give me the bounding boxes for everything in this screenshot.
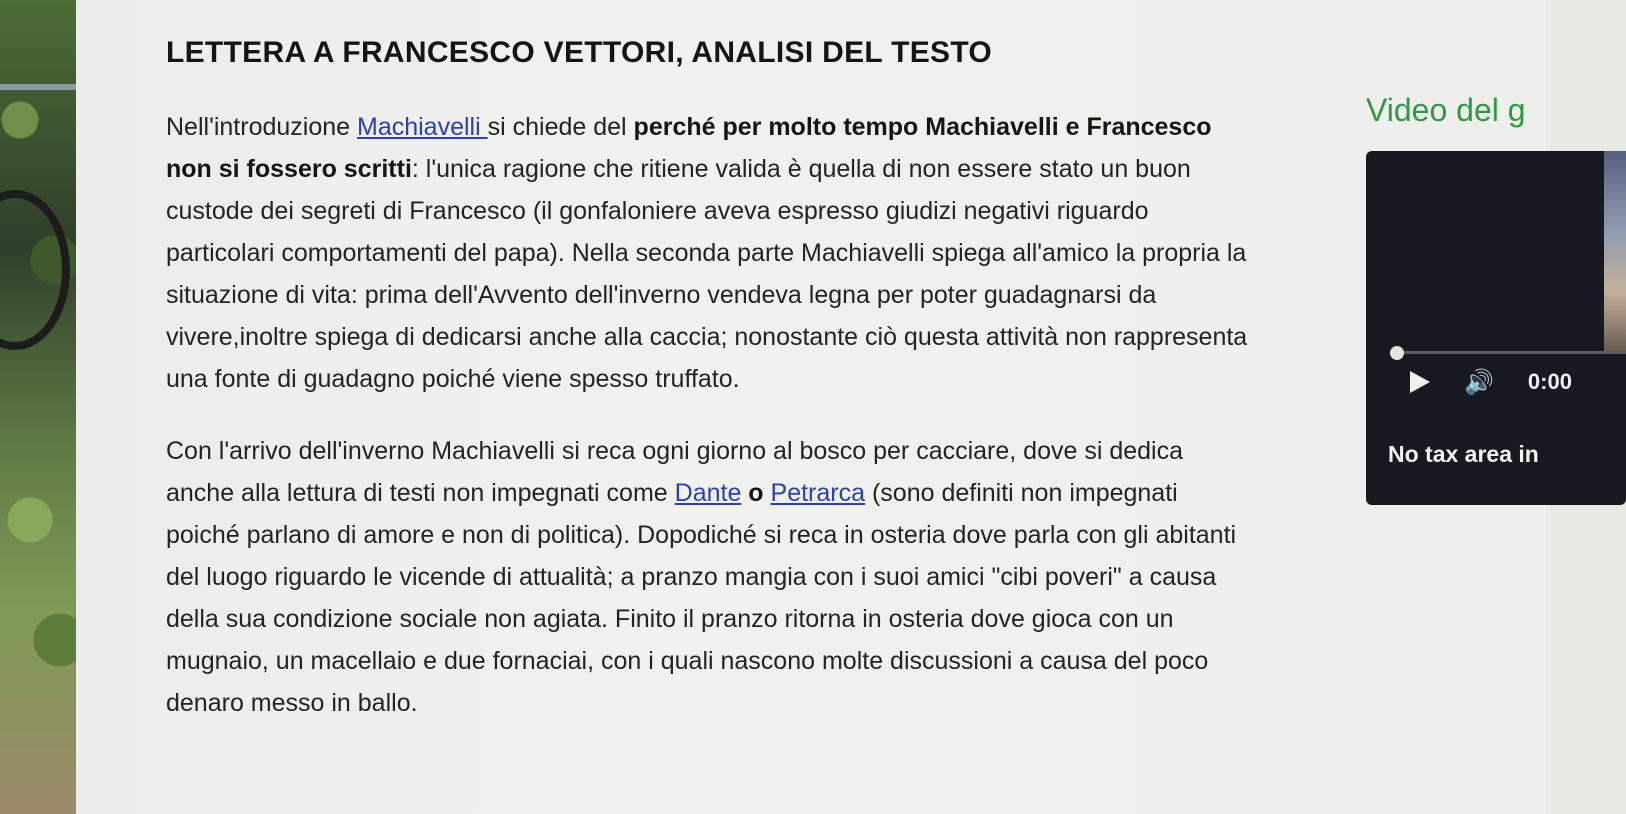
article-paragraph-1 bbox=[166, 106, 1256, 400]
background-photo-strip bbox=[0, 0, 84, 814]
p2-text-1: Con l'arrivo dell'inverno Machiavelli si reca ogni giorno al bosco per cacciare, dove si dedica anche alla lettura di testi non impegnati come bbox=[166, 437, 1184, 507]
video-time: 0:00 bbox=[1527, 369, 1572, 394]
link-petrarca[interactable]: Petrarca bbox=[770, 479, 866, 507]
sidebar bbox=[1366, 92, 1626, 505]
link-dante[interactable]: Dante bbox=[674, 479, 742, 507]
video-player[interactable] bbox=[1366, 151, 1626, 505]
video-thumbnail bbox=[1604, 151, 1626, 351]
p1-text-3: : l'unica ragione che ritiene valida è quella di non essere stato un buon custode dei segreti di Francesco (il gonfaloniere aveva espresso giudizi negativi riguardo particolari comportamenti del papa). Nella seconda parte Machiavelli spiega all'amico la propria la situazione di vita: prima dell'Avvento dell'inverno vendeva legna per poter guadagnarsi da vivere,inoltre spiega di dedicarsi anche alla caccia; nonostante ciò questa attività non rappresenta una fonte di guadagno poiché viene spesso truffato. bbox=[166, 155, 1248, 393]
video-heading: Video del g bbox=[1366, 92, 1526, 128]
p1-bold-text: perché per molto tempo Machiavelli e Francesco non si fossero scritti bbox=[166, 113, 1212, 183]
p2-text-2: (sono definiti non impegnati poiché parlano di amore e non di politica). Dopodiché si reca in osteria dove parla con gli abitanti del luogo riguardo le vicende di attualità; a pranzo mangia con i suoi amici "cibi poveri" a causa della sua condizione sociale non agiata. Finito il pranzo ritorna in osteria dove gioca con un mugnaio, un macellaio e due fornaciai, con i quali nascono molte discussioni a causa del poco denaro messo in ballo. bbox=[166, 479, 1237, 717]
video-progress-handle[interactable] bbox=[1390, 346, 1404, 360]
page-content bbox=[76, 0, 1572, 814]
p2-conjunction: o bbox=[741, 479, 771, 507]
video-caption: No tax area in bbox=[1388, 441, 1539, 467]
article-title: LETTERA A FRANCESCO VETTORI, ANALISI DEL TESTO bbox=[166, 36, 993, 69]
volume-icon[interactable]: 🔊 bbox=[1464, 368, 1494, 396]
link-machiavelli[interactable]: Machiavelli bbox=[357, 113, 488, 141]
video-progress-bar[interactable] bbox=[1396, 351, 1626, 354]
play-icon[interactable] bbox=[1410, 371, 1430, 393]
article-paragraph-2 bbox=[166, 430, 1256, 724]
background-rail bbox=[0, 84, 84, 90]
p1-text-1: Nell'introduzione bbox=[166, 113, 357, 141]
background-bike-wheel bbox=[0, 190, 70, 350]
video-controls bbox=[1410, 369, 1572, 395]
p1-text-2: si chiede del bbox=[487, 113, 634, 141]
article bbox=[166, 36, 1266, 754]
